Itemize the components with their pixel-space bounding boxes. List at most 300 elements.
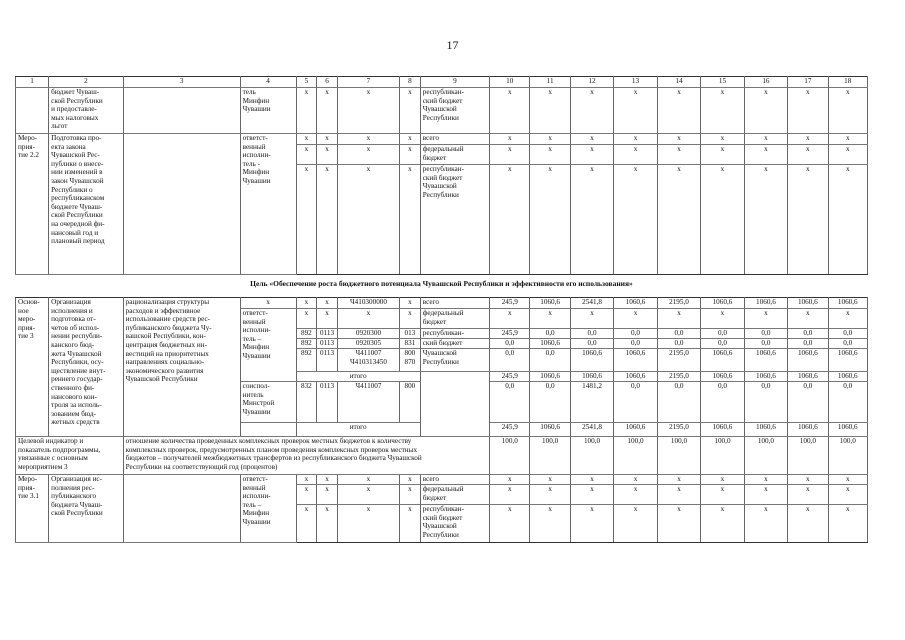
- cont-value-x: x: [530, 88, 570, 134]
- measure-2-2-name: [16, 134, 49, 275]
- value-cell: 1060,6: [744, 298, 787, 309]
- column-number-10: 10: [490, 77, 530, 88]
- measure-2-2-value-x: x: [530, 145, 570, 165]
- cont-source-line: республикан-: [422, 88, 464, 96]
- measure-3-1-value-x: x: [744, 485, 787, 505]
- value-cell: 1060,6: [530, 372, 570, 382]
- measure-3-1-value-x: x: [788, 485, 828, 505]
- main-measure-3-co-executor-line: Минстрой: [242, 399, 275, 408]
- source: [420, 339, 489, 349]
- column-number-5: 5: [296, 77, 317, 88]
- measure-2-2-code-x: x: [337, 145, 399, 165]
- measure-2-2-responsible-line: Чувашии: [242, 176, 271, 185]
- measure-2-2-value-x: x: [788, 134, 828, 145]
- main-measure-3-description: [49, 298, 124, 437]
- measure-2-2-value-x: x: [614, 145, 657, 165]
- value-cell: 1060,6: [701, 423, 744, 437]
- measure-3-1-value-x: x: [788, 475, 828, 485]
- main-measure-3-blank: [240, 423, 296, 437]
- code-rz: x: [317, 298, 338, 309]
- indicator-label: [16, 437, 124, 475]
- main-measure-3-responsible-line: Чувашии: [242, 351, 271, 360]
- code-vr-line: 800: [404, 349, 416, 357]
- measure-3-1-value-x: x: [490, 475, 530, 485]
- main-measure-3-description-line: Республики, осу-: [51, 358, 104, 367]
- value-cell: 1060,6: [530, 423, 570, 437]
- measure-2-2-value-x: x: [657, 134, 700, 145]
- cont-value-x: x: [657, 88, 700, 134]
- measure-2-2-responsible-line: тель -: [242, 159, 261, 168]
- itogo-label: итого: [296, 372, 420, 382]
- measure-3-1-value-x: x: [657, 505, 700, 543]
- measure-2-2-code-x: x: [337, 165, 399, 275]
- code-rz: 0113: [317, 339, 338, 349]
- value-cell: 0,0: [570, 329, 613, 339]
- measure-2-2-value-x: x: [490, 145, 530, 165]
- measure-2-2-code-x: x: [296, 134, 317, 145]
- measure-3-1-value-x: x: [828, 475, 867, 485]
- value-cell: x: [828, 309, 867, 329]
- measure-2-2-source: [420, 134, 489, 145]
- measure-2-2-value-x: x: [614, 134, 657, 145]
- indicator-value: 100,0: [744, 437, 787, 475]
- value-cell: 0,0: [701, 339, 744, 349]
- value-cell: 0,0: [744, 339, 787, 349]
- main-measure-3-goal-line: центрация бюджетных ин-: [125, 340, 208, 349]
- indicator-value: 100,0: [657, 437, 700, 475]
- measure-3-1-value-x: x: [614, 475, 657, 485]
- measure-3-1-code-x: x: [337, 505, 399, 543]
- measure-3-1-source-line: республикан-: [422, 505, 464, 513]
- column-number-4: 4: [240, 77, 296, 88]
- measure-3-1-description-line: публиканского: [51, 492, 97, 501]
- measure-2-2-name-line: Меро-: [18, 134, 38, 142]
- value-cell: 1060,6: [788, 349, 828, 372]
- measure-3-1-code-x: x: [317, 475, 338, 485]
- value-cell: 0,0: [788, 382, 828, 423]
- measure-2-2-responsible-line: исполни-: [242, 151, 271, 160]
- main-measure-3-description-line: нансового кон-: [51, 392, 97, 401]
- code-csr-line: Ч411007: [355, 349, 382, 357]
- column-number-14: 14: [657, 77, 700, 88]
- cont-program-name-line: ской Республики: [51, 96, 103, 105]
- source-line: Чувашской: [422, 349, 457, 357]
- budget-table-upper: [15, 76, 868, 275]
- main-measure-3-goal-line: использование средств рес-: [125, 315, 211, 324]
- value-cell: 1481,2: [570, 382, 613, 423]
- measure-3-1-code-x: x: [296, 505, 317, 543]
- value-cell: 1060,6: [744, 349, 787, 372]
- measure-3-1-code-x: x: [296, 475, 317, 485]
- main-measure-3-name-line: меро-: [18, 315, 36, 324]
- measure-2-2-description-line: бюджете Чуваш-: [51, 202, 103, 211]
- code-gr: x: [296, 309, 317, 329]
- measure-2-2-description-line: Подготовка про-: [51, 134, 102, 142]
- measure-3-1-name-line: Меро-: [18, 475, 38, 483]
- measure-3-1-description: [49, 475, 124, 543]
- measure-2-2-source: [420, 145, 489, 165]
- value-cell: 0,0: [570, 339, 613, 349]
- main-measure-3-description-line: жета Чувашской: [51, 349, 102, 358]
- cont-col1: [16, 88, 49, 134]
- measure-2-2-source-line: ский бюджет: [422, 173, 463, 182]
- cont-responsible-line: Минфин: [242, 96, 270, 105]
- measure-3-1-value-x: x: [530, 505, 570, 543]
- column-number-16: 16: [744, 77, 787, 88]
- measure-3-1-code-x: x: [317, 485, 338, 505]
- main-measure-3-responsible-line: исполни-: [242, 326, 271, 335]
- cont-program-name: [49, 88, 124, 134]
- value-cell: 0,0: [744, 329, 787, 339]
- main-measure-3-description-line: ственного фи-: [51, 383, 95, 392]
- cont-source-line: Чувашской: [422, 105, 457, 114]
- main-measure-3-goal-line: вестиций на приоритетных: [125, 349, 209, 358]
- measure-2-2-code-x: x: [296, 145, 317, 165]
- measure-3-1-code-x: x: [400, 505, 421, 543]
- measure-2-2-code-x: x: [400, 134, 421, 145]
- measure-2-2-value-x: x: [788, 165, 828, 275]
- measure-3-1-responsible-line: Минфин: [242, 509, 270, 518]
- code-gr: 892: [296, 329, 317, 339]
- measure-2-2-description-line: публики о внесе-: [51, 159, 104, 168]
- main-measure-3-description-line: канского бюд-: [51, 340, 95, 349]
- main-measure-3-description-line: нении республи-: [51, 332, 103, 341]
- measure-2-2-value-x: x: [701, 145, 744, 165]
- value-cell: 1060,6: [614, 349, 657, 372]
- cont-program-name-line: и предоставле-: [51, 105, 97, 114]
- code-vr-line: 870: [404, 357, 416, 366]
- measure-2-2-value-x: x: [828, 165, 867, 275]
- indicator-label-line: мероприятием 3: [18, 462, 68, 471]
- measure-2-2-value-x: x: [490, 165, 530, 275]
- value-cell: 0,0: [701, 329, 744, 339]
- value-cell: x: [570, 309, 613, 329]
- main-measure-3-description-line: реннего государ-: [51, 375, 103, 384]
- measure-3-1-value-x: x: [530, 485, 570, 505]
- code-gr: 832: [296, 382, 317, 423]
- column-number-17: 17: [788, 77, 828, 88]
- table-row: [16, 134, 868, 145]
- measure-2-2-source: [420, 165, 489, 275]
- measure-3-1-source: [420, 485, 489, 505]
- measure-3-1-code-x: x: [296, 485, 317, 505]
- source-line: всего: [422, 298, 439, 306]
- value-cell: 1060,6: [701, 372, 744, 382]
- value-cell: 0,0: [744, 382, 787, 423]
- cont-code-x: x: [296, 88, 317, 134]
- measure-3-1-responsible-line: тель –: [242, 500, 262, 509]
- cont-code-x: x: [400, 88, 421, 134]
- value-cell: 0,0: [530, 349, 570, 372]
- main-measure-3-goal-line: расходов и эффективное: [125, 306, 201, 315]
- measure-2-2-responsible: [240, 134, 296, 275]
- page-number: 17: [446, 38, 459, 52]
- measure-3-1-responsible: [240, 475, 296, 543]
- measure-3-1-value-x: x: [614, 505, 657, 543]
- measure-2-2-value-x: x: [701, 165, 744, 275]
- value-cell: 1060,6: [828, 349, 867, 372]
- main-measure-3-responsible-line: ответст-: [242, 309, 268, 317]
- goal-title: Цель «Обеспечение роста бюджетного потенциала Чувашской Республики и эффективности его использования»: [250, 279, 633, 288]
- value-cell: 0,0: [701, 382, 744, 423]
- main-measure-3-description-line: ществление внут-: [51, 366, 106, 375]
- code-rz: 0113: [317, 349, 338, 372]
- measure-3-1-responsible-line: венный: [242, 483, 266, 492]
- measure-3-1-code-x: x: [400, 485, 421, 505]
- indicator-text-line: бюджетов – получателей межбюджетных трансфертов из республиканского бюджета Чувашской: [125, 454, 422, 463]
- column-number-2: 2: [49, 77, 124, 88]
- measure-3-1-code-x: x: [400, 475, 421, 485]
- itogo-label: итого: [296, 423, 420, 437]
- source: [420, 349, 489, 372]
- source-blank: [420, 372, 489, 437]
- value-cell: 1060,6: [744, 423, 787, 437]
- main-measure-3-co-executor-line: Чувашии: [242, 407, 271, 416]
- main-measure-3-co-executor-line: нитель: [242, 390, 264, 399]
- measure-2-2-description-line: екта закона: [51, 142, 86, 151]
- value-cell: x: [490, 309, 530, 329]
- cont-code-x: x: [337, 88, 399, 134]
- code-vr: 831: [400, 339, 421, 349]
- measure-3-1-source-line: ский бюджет: [422, 513, 463, 522]
- value-cell: 0,0: [788, 339, 828, 349]
- value-cell: 0,0: [530, 382, 570, 423]
- measure-3-1-code-x: x: [317, 505, 338, 543]
- measure-2-2-description-line: Чувашской Рес-: [51, 151, 100, 160]
- measure-2-2-value-x: x: [744, 145, 787, 165]
- source: [420, 298, 489, 309]
- code-rz: x: [317, 309, 338, 329]
- cont-program-name-line: бюджет Чуваш-: [51, 88, 100, 96]
- value-cell: 1060,6: [828, 298, 867, 309]
- code-rz: 0113: [317, 382, 338, 423]
- code-vr: [400, 349, 421, 372]
- measure-3-1-value-x: x: [490, 505, 530, 543]
- measure-3-1-responsible-line: Чувашии: [242, 517, 271, 526]
- cont-program-name-line: мых налоговых: [51, 113, 99, 122]
- code-gr: 892: [296, 339, 317, 349]
- measure-3-1-code-x: x: [337, 475, 399, 485]
- measure-3-1-description-line: бюджета Чуваш-: [51, 500, 103, 509]
- value-cell: 1060,6: [530, 339, 570, 349]
- main-measure-3-responsible-line: венный: [242, 317, 266, 326]
- source: [420, 309, 489, 329]
- measure-3-1-value-x: x: [570, 475, 613, 485]
- value-cell: 0,0: [530, 329, 570, 339]
- measure-3-1-description-line: Организация ис-: [51, 475, 102, 483]
- value-cell: 1060,6: [614, 298, 657, 309]
- value-cell: 0,0: [788, 329, 828, 339]
- column-number-3: 3: [123, 77, 240, 88]
- value-cell: 1060,6: [828, 372, 867, 382]
- value-cell: x: [701, 309, 744, 329]
- measure-3-1-name: [16, 475, 49, 543]
- cont-col3: [123, 88, 240, 134]
- indicator-value: 100,0: [828, 437, 867, 475]
- column-number-7: 7: [337, 77, 399, 88]
- main-measure-3-x: x: [240, 298, 296, 309]
- measure-2-2-code-x: x: [337, 134, 399, 145]
- value-cell: 1060,6: [701, 349, 744, 372]
- cont-value-x: x: [828, 88, 867, 134]
- value-cell: 0,0: [828, 382, 867, 423]
- measure-2-2-description-line: на очередной фи-: [51, 219, 105, 228]
- measure-2-2-value-x: x: [570, 165, 613, 275]
- value-cell: x: [788, 309, 828, 329]
- source-line: федеральный: [422, 309, 464, 317]
- budget-table-lower: [15, 297, 868, 543]
- value-cell: x: [614, 309, 657, 329]
- measure-2-2-responsible-line: Минфин: [242, 168, 270, 177]
- source-line: Республики: [422, 357, 459, 366]
- source: [420, 329, 489, 339]
- code-csr: Ч411007: [337, 382, 399, 423]
- cont-source-line: ский бюджет: [422, 96, 463, 105]
- value-cell: 1060,6: [530, 298, 570, 309]
- measure-3-1-value-x: x: [701, 505, 744, 543]
- measure-2-2-source-line: Республики: [422, 190, 459, 199]
- measure-2-2-responsible-line: венный: [242, 142, 266, 151]
- measure-3-1-value-x: x: [828, 505, 867, 543]
- measure-2-2-source-line: бюджет: [422, 153, 447, 162]
- indicator-value: 100,0: [570, 437, 613, 475]
- measure-3-1-value-x: x: [657, 485, 700, 505]
- measure-2-2-goal: [123, 134, 240, 275]
- value-cell: 0,0: [490, 382, 530, 423]
- value-cell: 1060,6: [744, 372, 787, 382]
- value-cell: 1060,6: [614, 423, 657, 437]
- measure-2-2-value-x: x: [570, 134, 613, 145]
- column-number-13: 13: [614, 77, 657, 88]
- table-row: [16, 298, 868, 309]
- measure-2-2-value-x: x: [570, 145, 613, 165]
- indicator-label-line: увязанные с основным: [18, 454, 88, 463]
- indicator-text-line: отношение количества проведенных комплексных проверок местных бюджетов к количеству: [125, 437, 412, 445]
- value-cell: 0,0: [614, 329, 657, 339]
- measure-2-2-description-line: республиканском: [51, 194, 105, 203]
- measure-3-1-responsible-line: исполни-: [242, 492, 271, 501]
- indicator-text: [123, 437, 489, 475]
- value-cell: 1060,6: [828, 423, 867, 437]
- measure-2-2-code-x: x: [317, 145, 338, 165]
- source-line: ский бюджет: [422, 339, 463, 347]
- main-measure-3-description-line: подготовка от-: [51, 315, 96, 324]
- value-cell: 0,0: [614, 382, 657, 423]
- measure-3-1-value-x: x: [828, 485, 867, 505]
- main-measure-3-description-line: Организация: [51, 298, 91, 306]
- indicator-label-line: показатель подпрограммы,: [18, 445, 101, 454]
- main-measure-3-goal-line: Чувашской Республики: [125, 375, 198, 384]
- measure-3-1-value-x: x: [744, 505, 787, 543]
- value-cell: 0,0: [490, 339, 530, 349]
- cont-responsible: [240, 88, 296, 134]
- measure-2-2-source-line: всего: [422, 134, 439, 142]
- table-row: [16, 437, 868, 475]
- value-cell: x: [657, 309, 700, 329]
- indicator-value: 100,0: [490, 437, 530, 475]
- main-measure-3-name-line: ное: [18, 306, 29, 315]
- measure-2-2-source-line: республикан-: [422, 165, 464, 173]
- value-cell: 2195,0: [657, 372, 700, 382]
- measure-3-1-value-x: x: [570, 485, 613, 505]
- code-vr: x: [400, 309, 421, 329]
- measure-3-1-description-line: полнения рес-: [51, 483, 95, 492]
- measure-2-2-value-x: x: [657, 165, 700, 275]
- table-row: [16, 475, 868, 485]
- measure-2-2-value-x: x: [657, 145, 700, 165]
- cont-source-line: Республики: [422, 113, 459, 122]
- code-csr: 0920300: [337, 329, 399, 339]
- measure-3-1-value-x: x: [657, 475, 700, 485]
- measure-2-2-value-x: x: [530, 134, 570, 145]
- value-cell: 1060,6: [570, 372, 613, 382]
- value-cell: 245,9: [490, 372, 530, 382]
- main-measure-3-responsible-line: тель –: [242, 334, 262, 343]
- measure-2-2-name-line: прия-: [18, 142, 35, 151]
- main-measure-3-name-line: тие 3: [18, 332, 34, 341]
- column-number-18: 18: [828, 77, 867, 88]
- measure-2-2-value-x: x: [744, 165, 787, 275]
- main-measure-3-goal-line: экономического развития: [125, 366, 204, 375]
- measure-2-2-description-line: ской Республики: [51, 211, 103, 220]
- main-measure-3-description-line: исполнения и: [51, 306, 93, 315]
- value-cell: 245,9: [490, 423, 530, 437]
- code-csr: 0920305: [337, 339, 399, 349]
- measure-2-2-code-x: x: [400, 165, 421, 275]
- code-csr-line: Ч410313450: [349, 357, 387, 366]
- value-cell: 1060,6: [701, 298, 744, 309]
- code-csr: [337, 349, 399, 372]
- cont-value-x: x: [570, 88, 613, 134]
- code-vr: 800: [400, 382, 421, 423]
- cont-value-x: x: [614, 88, 657, 134]
- value-cell: 1060,6: [614, 372, 657, 382]
- cont-program-name-line: льгот: [51, 122, 68, 131]
- measure-2-2-value-x: x: [828, 134, 867, 145]
- measure-3-1-value-x: x: [744, 475, 787, 485]
- value-cell: x: [744, 309, 787, 329]
- code-vr: x: [400, 298, 421, 309]
- indicator-value: 100,0: [701, 437, 744, 475]
- column-number-15: 15: [701, 77, 744, 88]
- measure-3-1-name-line: прия-: [18, 483, 35, 492]
- cont-code-x: x: [317, 88, 338, 134]
- cont-source: [420, 88, 489, 134]
- measure-3-1-source-line: Чувашской: [422, 522, 457, 531]
- indicator-label-line: Целевой индикатор и: [18, 437, 84, 445]
- measure-2-2-description-line: плановый период: [51, 237, 105, 246]
- cont-responsible-line: тель: [242, 88, 256, 96]
- value-cell: 0,0: [657, 329, 700, 339]
- indicator-text-line: комплексных проверок, предусмотренных планом проведения комплексных проверок местных: [125, 445, 418, 454]
- column-number-8: 8: [400, 77, 421, 88]
- measure-3-1-value-x: x: [490, 485, 530, 505]
- value-cell: 0,0: [490, 349, 530, 372]
- measure-2-2-code-x: x: [400, 145, 421, 165]
- measure-2-2-source-line: Чувашской: [422, 182, 457, 191]
- measure-3-1-source-line: бюджет: [422, 493, 447, 502]
- cont-value-x: x: [701, 88, 744, 134]
- main-measure-3-description-line: троля за исполь-: [51, 401, 102, 410]
- main-measure-3-description-line: жетных средств: [51, 418, 100, 427]
- value-cell: 1060,6: [788, 423, 828, 437]
- measure-2-2-code-x: x: [317, 134, 338, 145]
- measure-3-1-responsible-line: ответст-: [242, 475, 268, 483]
- measure-3-1-code-x: x: [337, 485, 399, 505]
- value-cell: 1060,6: [788, 298, 828, 309]
- source-line: бюджет: [422, 317, 447, 326]
- cont-value-x: x: [490, 88, 530, 134]
